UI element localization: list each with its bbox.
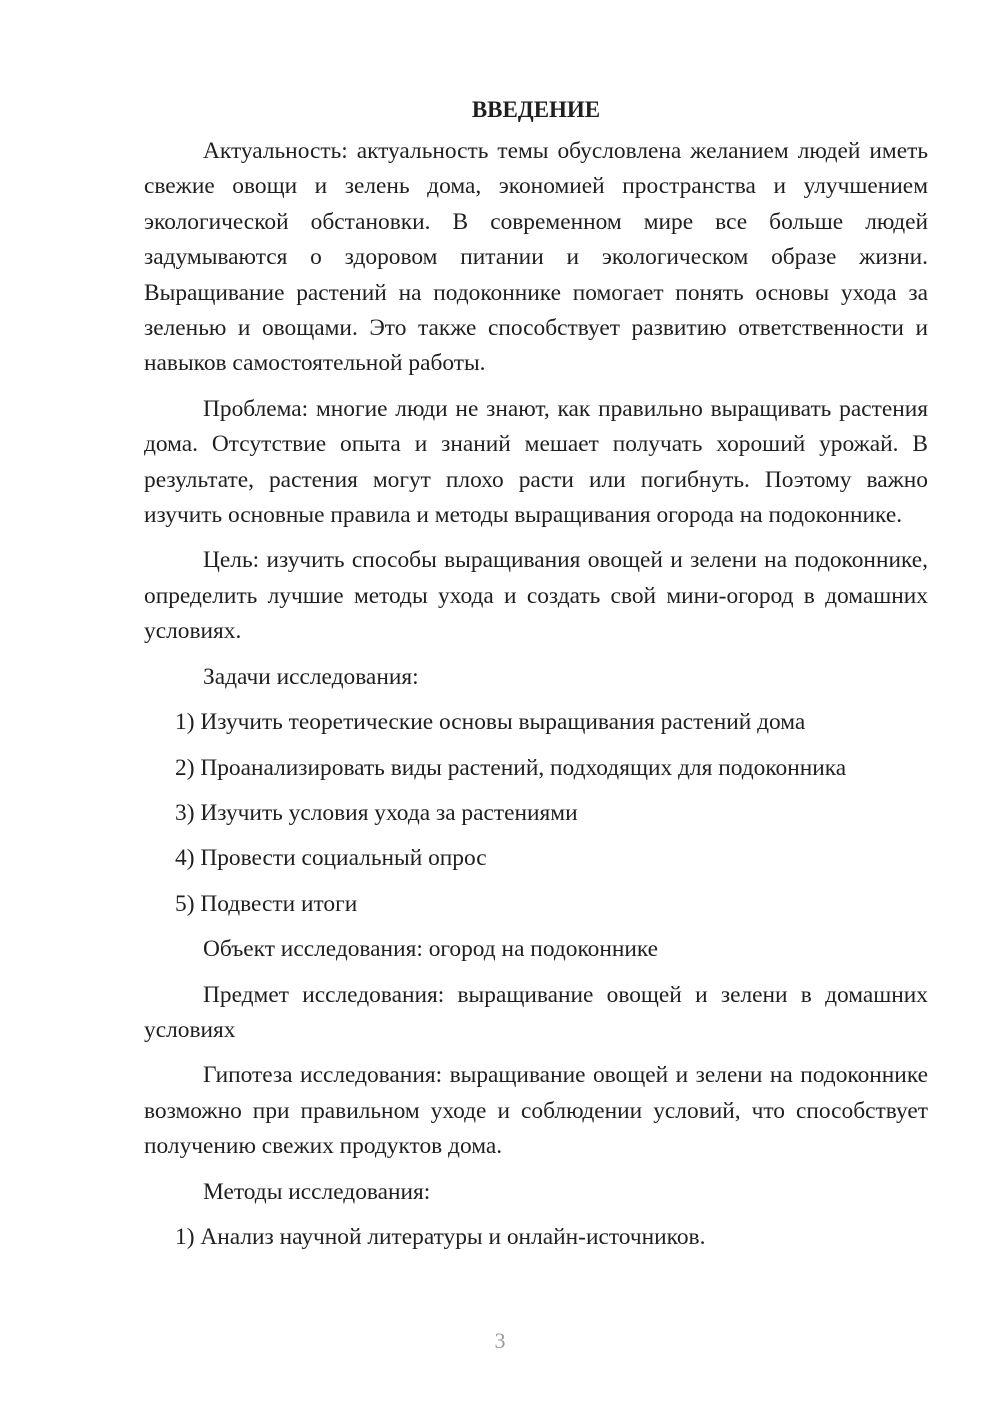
task-item: 1) Изучить теоретические основы выращивания растений дома xyxy=(175,709,806,736)
document-body xyxy=(144,92,928,1265)
task-item: 3) Изучить условия ухода за растениями xyxy=(175,799,578,826)
page-title: ВВЕДЕНИЕ xyxy=(471,97,601,122)
goal-paragraph: Цель: изучить способы выращивания овощей и зелени на подоконнике, определить лучшие методы ухода и создать свой мини-огород в домашних условиях. xyxy=(144,547,928,645)
tasks-list xyxy=(144,705,928,922)
research-hypothesis: Гипотеза исследования: выращивание овощей и зелени на подоконнике возможно при правильном уходе и соблюдении условий, что способствует получению свежих продуктов дома. xyxy=(144,1062,928,1160)
methods-heading: Методы исследования: xyxy=(203,1178,431,1205)
task-item: 5) Подвести итоги xyxy=(175,890,358,917)
relevance-paragraph: Актуальность: актуальность темы обусловлена желанием людей иметь свежие овощи и зелень дома, экономией пространства и улучшением экологической обстановки. В современном мире все больше людей задумываются о здоровом питании и экологическом образе жизни. Выращивание растений на подоконнике помогает понять основы ухода за зеленью и овощами. Это также способствует развитию ответственности и навыков самостоятельной работы. xyxy=(144,138,928,377)
task-item: 4) Провести социальный опрос xyxy=(175,845,487,872)
research-subject: Предмет исследования: выращивание овощей и зелени в домашних условиях xyxy=(144,981,928,1043)
research-object: Объект исследования: огород на подоконнике xyxy=(203,936,659,963)
method-item: 1) Анализ научной литературы и онлайн-источников. xyxy=(175,1223,706,1250)
methods-list xyxy=(144,1220,928,1255)
tasks-heading: Задачи исследования: xyxy=(203,663,419,690)
task-item: 2) Проанализировать виды растений, подходящих для подоконника xyxy=(175,754,847,781)
page-number: 3 xyxy=(494,1328,506,1353)
problem-paragraph: Проблема: многие люди не знают, как правильно выращивать растения дома. Отсутствие опыта и знаний мешает получать хороший урожай. В результате, растения могут плохо расти или погибнуть. Поэтому важно изучить основные правила и методы выращивания огорода на подоконнике. xyxy=(144,395,928,529)
